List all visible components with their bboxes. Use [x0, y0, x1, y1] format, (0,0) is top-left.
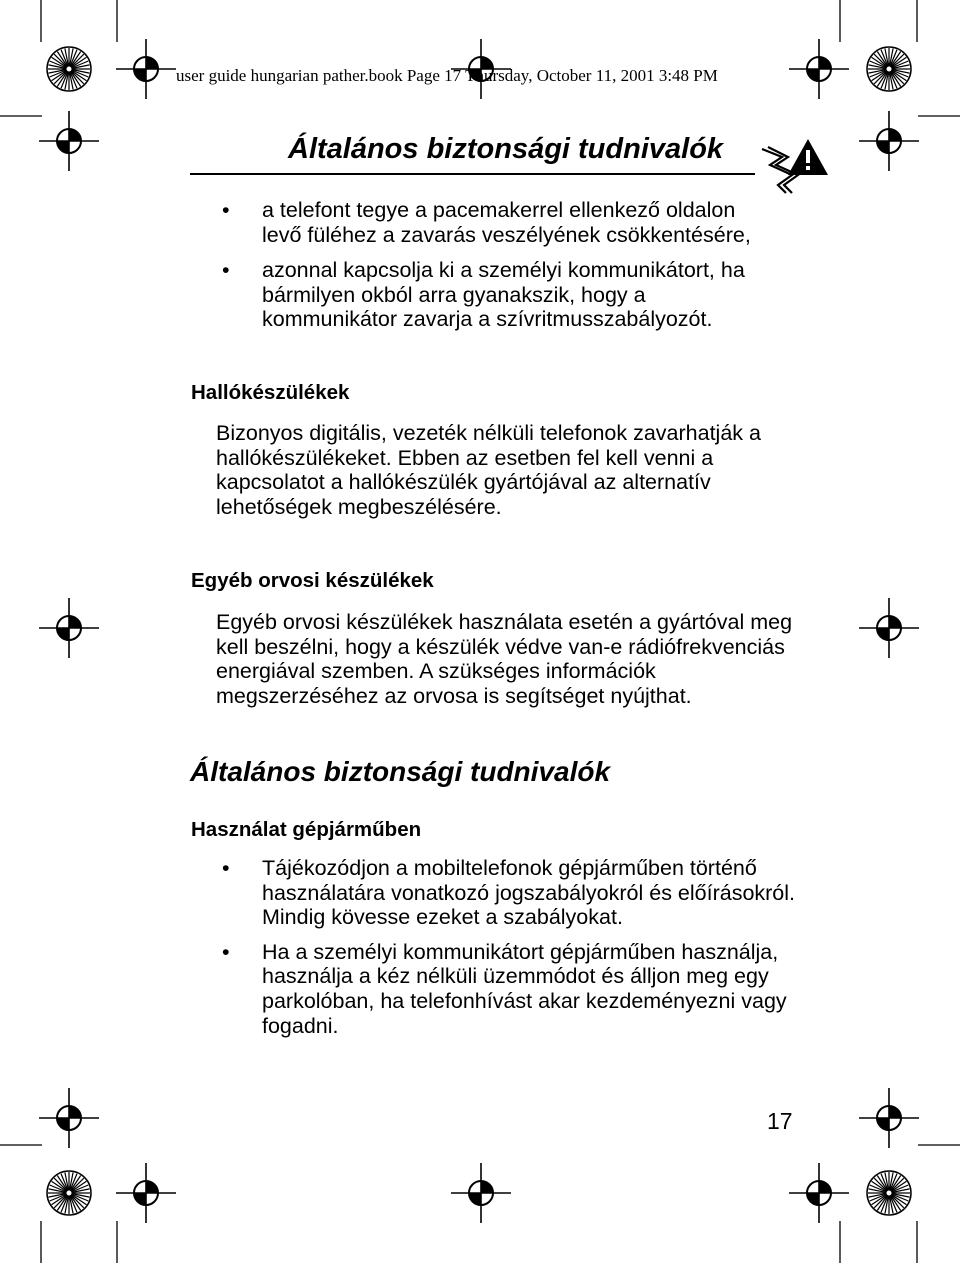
registration-mark-icon — [39, 111, 99, 171]
registration-star-icon — [47, 47, 91, 91]
bullet-icon: • — [222, 258, 230, 283]
pacemaker-bullets — [220, 198, 780, 332]
bullet-text: azonnal kapcsolja ki a személyi kommunikátort, ha bármilyen okból arra gyanakszik, hogy a kommunikátor zavarja a szívritmusszabályozót. — [262, 258, 745, 332]
vehicle-heading: Használat gépjárműben — [191, 818, 422, 841]
bullet-icon: • — [222, 939, 230, 964]
registration-star-icon — [47, 1171, 91, 1215]
registration-mark-icon — [859, 598, 919, 658]
header-rule — [190, 173, 755, 175]
other-devices-paragraph: Egyéb orvosi készülékek használata esetén a gyártóval meg kell beszélni, hogy a készülék védve van-e rádiófrekvenciás energiával szemben. A szükséges információk megszerzéséhez az orvosa is segítséget nyújthat. — [216, 610, 793, 708]
bullet-icon: • — [222, 198, 230, 222]
registration-mark-icon — [859, 111, 919, 171]
list-item — [220, 940, 800, 1038]
vehicle-bullets — [220, 856, 800, 1038]
hearing-aids-paragraph: Bizonyos digitális, vezeték nélküli telefonok zavarhatják a hallókészülékeket. Ebben az esetben fel kell venni a kapcsolatot a hallókészülék gyártójával az alternatív lehetőségek megbeszélésére. — [216, 421, 761, 519]
bullet-text: Tájékozódjon a mobiltelefonok gépjárműben történő használatára vonatkozó jogszabályokról és előírásokról. Mindig kövesse ezeket a szabályokat. — [262, 856, 796, 930]
registration-mark-icon — [39, 1088, 99, 1148]
registration-mark-icon — [859, 1088, 919, 1148]
list-item — [220, 856, 800, 930]
hearing-aids-heading: Hallókészülékek — [191, 381, 350, 404]
bullet-text: a telefont tegye a pacemakerrel ellenkező oldalon levő füléhez a zavarás veszélyének csökkentésére, — [262, 198, 751, 247]
section-title: Általános biztonsági tudnivalók — [190, 756, 611, 787]
registration-mark-icon — [116, 1163, 176, 1223]
bullet-icon: • — [222, 856, 230, 880]
bullet-text: Ha a személyi kommunikátort gépjárműben használja, használja a kéz nélküli üzemmódot és álljon meg egy parkolóban, ha telefonhívást akar kezdeményezni vagy fogadni. — [262, 939, 787, 1038]
print-slug: user guide hungarian pather.book Page 17 Thursday, October 11, 2001 3:48 PM — [176, 66, 718, 85]
registration-star-icon — [867, 47, 911, 91]
list-item — [220, 258, 780, 332]
running-header-title: Általános biztonsági tudnivalók — [288, 133, 724, 165]
other-devices-heading: Egyéb orvosi készülékek — [191, 569, 434, 592]
lightning-warning-icon — [758, 135, 830, 197]
registration-mark-icon — [116, 39, 176, 99]
registration-mark-icon — [789, 39, 849, 99]
registration-mark-icon — [451, 1163, 511, 1223]
registration-mark-icon — [789, 1163, 849, 1223]
registration-mark-icon — [39, 598, 99, 658]
page-number: 17 — [767, 1108, 793, 1134]
registration-star-icon — [867, 1171, 911, 1215]
list-item — [220, 198, 780, 247]
